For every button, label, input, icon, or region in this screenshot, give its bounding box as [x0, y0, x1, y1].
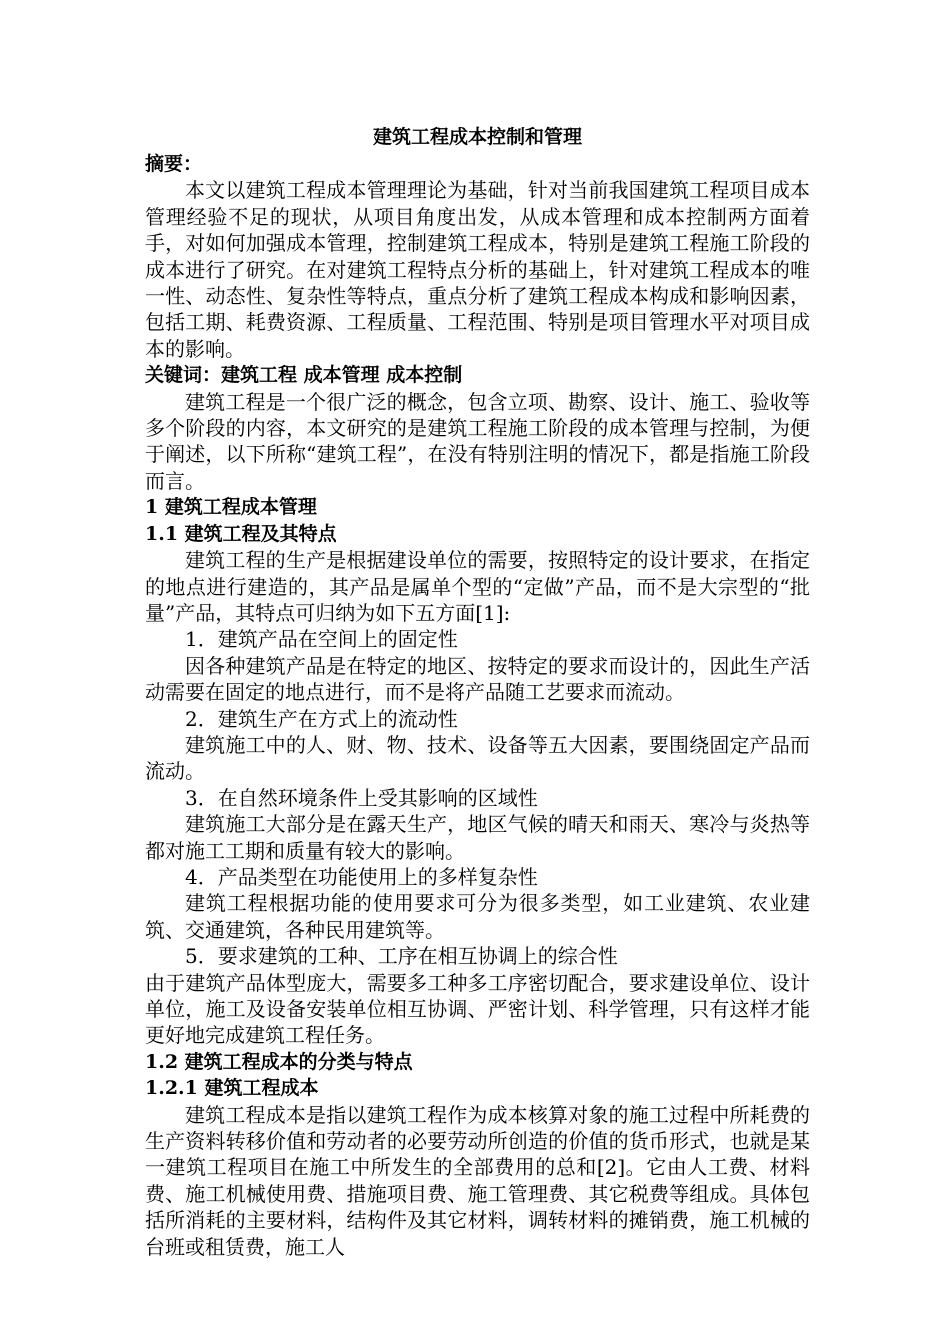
section-heading-1-2: 1.2 建筑工程成本的分类与特点	[145, 1050, 413, 1073]
feature-item-label: 1．建筑产品在空间上的固定性	[185, 627, 458, 652]
feature-item-label: 5．要求建筑的工种、工序在相互协调上的综合性	[185, 944, 618, 969]
feature-item-text: 建筑工程根据功能的使用要求可分为很多类型，如工业建筑、农业建筑、交通建筑，各种民用建筑等。	[145, 891, 810, 942]
feature-item-text: 建筑施工大部分是在露天生产，地区气候的晴天和雨天、寒冷与炎热等都对施工工期和质量有较大的影响。	[145, 812, 810, 863]
document-title: 建筑工程成本控制和管理	[372, 126, 582, 148]
feature-item-label: 2．建筑生产在方式上的流动性	[185, 706, 458, 731]
feature-item-text: 因各种建筑产品是在特定的地区、按特定的要求而设计的，因此生产活动需要在固定的地点进行，而不是将产品随工艺要求而流动。	[145, 653, 810, 705]
feature-item-text: 由于建筑产品体型庞大，需要多工种多工序密切配合，要求建设单位、设计单位，施工及设备安装单位相互协调、严密计划、科学管理，只有这样才能更好地完成建筑工程任务。	[145, 970, 810, 1048]
feature-item-label: 4．产品类型在功能使用上的多样复杂性	[185, 864, 538, 889]
section-heading-1-1: 1.1 建筑工程及其特点	[145, 522, 337, 545]
keywords-line: 关键词：建筑工程 成本管理 成本控制	[145, 364, 463, 387]
section-1-2-1-paragraph: 建筑工程成本是指以建筑工程作为成本核算对象的施工过程中所耗费的生产资料转移价值和劳动者的必要劳动所创造的价值的货币形式，也就是某一建筑工程项目在施工中所发生的全部费用的总和[2]。它由人工费、材料费、施工机械使用费、措施项目费、施工管理费、其它税费等组成。具体包括所消耗的主要材料，结构件及其它材料，调转材料的摊销费，施工机械的台班或租赁费，施工人	[145, 1102, 810, 1259]
intro-paragraph: 建筑工程是一个很广泛的概念，包含立项、勘察、设计、施工、验收等多个阶段的内容，本文研究的是建筑工程施工阶段的成本管理与控制，为便于阐述，以下所称“建筑工程”，在没有特别注明的情况下，都是指施工阶段而言。	[145, 389, 810, 493]
abstract-text: 本文以建筑工程成本管理理论为基础，针对当前我国建筑工程项目成本管理经验不足的现状，从项目角度出发，从成本管理和成本控制两方面着手，对如何加强成本管理，控制建筑工程成本，特别是建筑工程施工阶段的成本进行了研究。在对建筑工程特点分析的基础上，针对建筑工程成本的唯一性、动态性、复杂性等特点，重点分析了建筑工程成本构成和影响因素，包括工期、耗费资源、工程质量、工程范围、特别是项目管理水平对项目成本的影响。	[145, 178, 810, 361]
document-page	[145, 123, 810, 1260]
section-heading-1: 1 建筑工程成本管理	[145, 496, 317, 519]
feature-item-label: 3．在自然环境条件上受其影响的区域性	[185, 785, 538, 810]
section-heading-1-2-1: 1.2.1 建筑工程成本	[145, 1077, 319, 1100]
section-1-1-paragraph: 建筑工程的生产是根据建设单位的需要，按照特定的设计要求，在指定的地点进行建造的，其产品是属单个型的“定做”产品，而不是大宗型的“批量”产品，其特点可归纳为如下五方面[1]:	[145, 548, 810, 625]
feature-item-text: 建筑施工中的人、财、物、技术、设备等五大因素，要围绕固定产品而流动。	[145, 732, 810, 784]
abstract-label: 摘要：	[145, 153, 203, 175]
